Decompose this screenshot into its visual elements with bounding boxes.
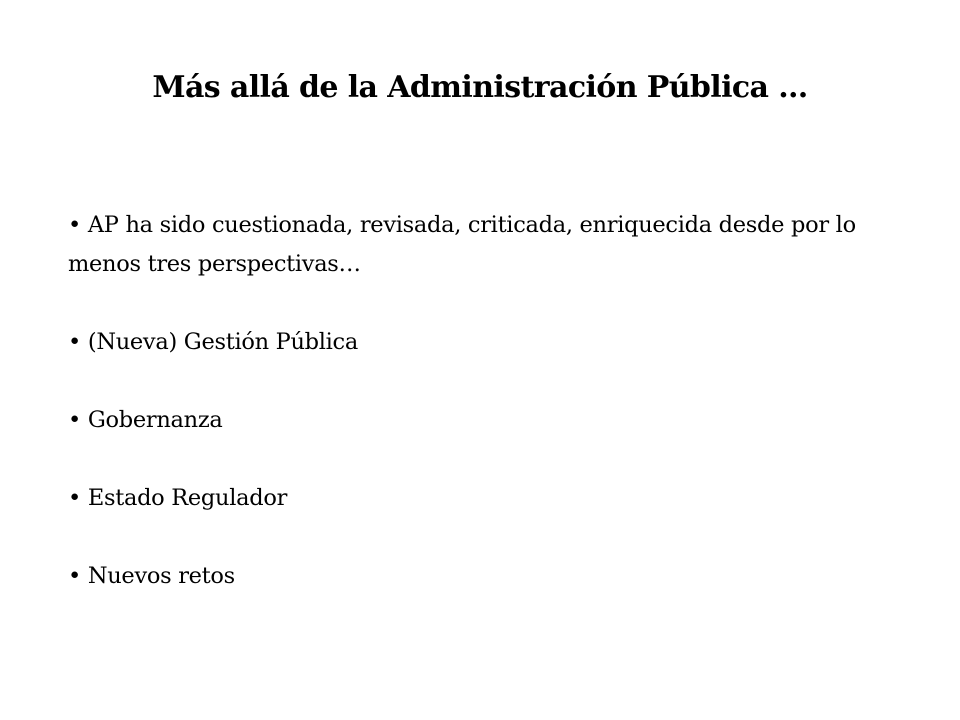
bullet-list — [68, 206, 868, 635]
bullet-text: (Nueva) Gestión Pública — [87, 329, 358, 355]
list-item — [68, 557, 868, 596]
bullet-icon: • — [68, 329, 81, 355]
slide-title: Más allá de la Administración Pública … — [152, 70, 808, 105]
bullet-text: Nuevos retos — [87, 563, 235, 589]
bullet-text: Gobernanza — [87, 407, 223, 433]
list-item — [68, 323, 868, 362]
bullet-icon: • — [68, 563, 81, 589]
bullet-text: AP ha sido cuestionada, revisada, criticada, enriquecida desde por lo menos tres perspectivas… — [68, 212, 856, 277]
list-item — [68, 479, 868, 518]
bullet-icon: • — [68, 212, 81, 238]
list-item — [68, 206, 868, 284]
list-item — [68, 401, 868, 440]
bullet-icon: • — [68, 407, 81, 433]
bullet-icon: • — [68, 485, 81, 511]
bullet-text: Estado Regulador — [87, 485, 288, 511]
